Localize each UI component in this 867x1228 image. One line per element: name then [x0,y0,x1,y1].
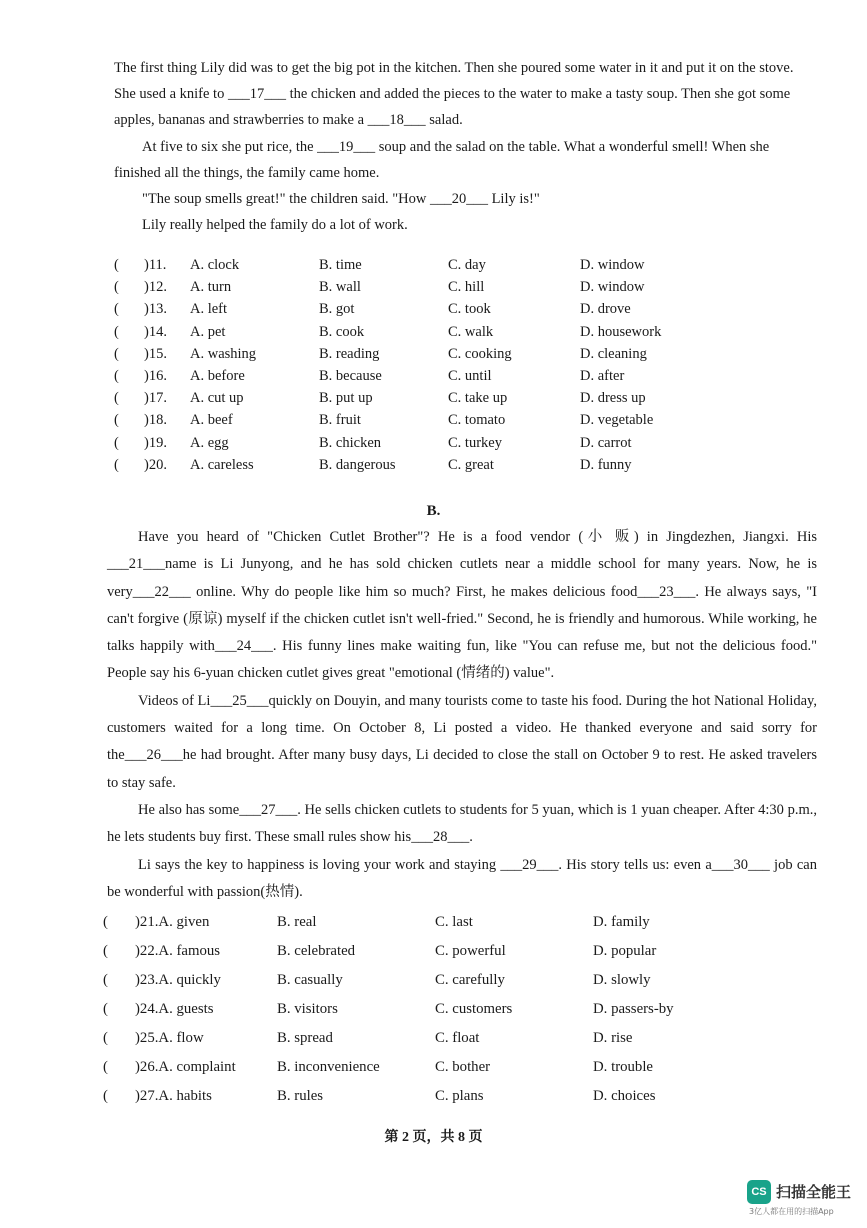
answer-blank: ( [114,434,119,451]
scanner-app-name: 扫描全能王 [776,1183,852,1201]
question-row [114,368,834,390]
answer-blank: ( [114,390,119,407]
question-row [103,1001,823,1030]
option-b: B. put up [319,390,373,407]
option-d: D. after [580,367,625,384]
option-d: D. funny [580,456,632,473]
question-row [114,435,834,457]
option-b: B. cook [319,323,365,340]
option-a: A. cut up [190,390,244,407]
question-row [103,914,823,943]
passage-a-paragraph-3: "The soup smells great!" the children said. "How ___20___ Lily is!" [142,191,540,208]
question-row [103,972,823,1001]
option-a: A. pet [190,323,226,340]
answer-blank: ( [114,456,119,473]
scanner-tagline: 3亿人都在用的扫描App [749,1207,834,1216]
passage-b-paragraph-2: Videos of Li___25___quickly on Douyin, and many tourists come to taste his food. During the hot National Holiday, customers waited for a long time. On October 8, Li posted a video. He thanked everyone and said sorry for the___26___he had brought. After many busy days, Li decided to close the stall on October 9 to rest. He asked travelers to stay safe. [107,692,817,791]
option-c: C. bother [435,1059,491,1075]
option-d: D. dress up [580,390,646,407]
answer-blank: ( [103,943,108,959]
passage-b-paragraph-1: Have you heard of "Chicken Cutlet Brother"? He is a food vendor (小 贩) in Jingdezhen, Jiangxi. His ___21___name is Li Junyong, and he has sold chicken cutlets near a middle school for many years. Now, he is very___22___ online. Why do people like him so much? First, he makes delicious food___23___. He always says, "I can't forgive (原谅) myself if the chicken cutlet isn't well-fried." Second, he is friendly and humorous. While working, he talks happily with___24___. His funny lines make waiting fun, like "You can refuse me, but not the delicious food." People say his 6-yuan chicken cutlet gives great "emotional (情绪的) value". [107,529,817,682]
option-b: B. fruit [319,412,361,429]
answer-blank: ( [114,301,119,318]
section-b-heading: B. [426,503,441,519]
option-b: B. casually [277,972,343,988]
question-number-option-a: )27.A. habits [135,1088,212,1104]
passage-b [107,524,817,906]
option-d: D. passers-by [593,1001,674,1017]
option-d: D. carrot [580,434,632,451]
question-number: )17. [144,390,167,407]
question-number-option-a: )26.A. complaint [135,1059,236,1075]
questions-a-list [114,257,834,479]
question-row [114,279,834,301]
option-d: D. cleaning [580,345,647,362]
option-c: C. took [448,301,491,318]
question-row [103,943,823,972]
question-row [103,1059,823,1088]
option-b: B. dangerous [319,456,396,473]
question-number: )11. [144,257,167,273]
question-number: )14. [144,323,167,340]
passage-b-paragraph-4: Li says the key to happiness is loving your work and staying ___29___. His story tells us: even a___30___ job can be wonderful with passion(热情). [107,856,817,900]
page-number: 第 2 页，共 8 页 [384,1130,483,1145]
option-c: C. tomato [448,412,506,429]
option-b: B. spread [277,1030,333,1046]
question-row [114,257,834,279]
option-a: A. washing [190,345,257,362]
question-number-option-a: )25.A. flow [135,1030,204,1046]
option-c: C. great [448,456,494,473]
answer-blank: ( [103,914,108,930]
question-number: )16. [144,367,167,384]
option-b: B. celebrated [277,943,356,959]
option-b: B. chicken [319,434,382,451]
passage-b-paragraph-3: He also has some___27___. He sells chicken cutlets to students for 5 yuan, which is 1 yuan cheaper. After 4:30 p.m., he lets students buy first. These small rules show his___28___. [107,801,817,846]
question-number-option-a: )22.A. famous [135,943,221,959]
question-number: )15. [144,345,167,362]
option-b: B. real [277,914,317,930]
answer-blank: ( [103,1001,108,1017]
option-b: B. because [319,367,382,384]
passage-a-paragraph-1: The first thing Lily did was to get the big pot in the kitchen. Then she poured some water in it and put it on the stove. She used a knife to ___17___ the chicken and added the pieces to the water to make a tasty soup. Then she got some apples, bananas and strawberries to make a ___18___ salad. [114,60,794,129]
option-c: C. float [435,1030,480,1046]
option-c: C. powerful [435,943,506,959]
option-d: D. window [580,257,645,273]
option-c: C. plans [435,1088,484,1104]
option-a: A. turn [190,279,232,296]
option-d: D. family [593,914,650,930]
option-d: D. popular [593,943,657,959]
option-c: C. hill [448,279,485,296]
answer-blank: ( [114,279,119,296]
question-number: )18. [144,412,167,429]
option-a: A. careless [190,456,254,473]
option-a: A. left [190,301,228,318]
question-number-option-a: )21.A. given [135,914,210,930]
option-d: D. window [580,279,645,296]
questions-b-list [103,914,823,1117]
passage-a-paragraph-4: Lily really helped the family do a lot of work. [142,217,408,234]
answer-blank: ( [103,1059,108,1075]
question-number: )20. [144,456,167,473]
question-row [114,412,834,434]
option-d: D. drove [580,301,631,318]
option-c: C. cooking [448,345,512,362]
option-a: A. egg [190,434,229,451]
option-a: A. beef [190,412,233,429]
question-number-option-a: )23.A. quickly [135,972,221,988]
answer-blank: ( [114,412,119,429]
question-number: )12. [144,279,167,296]
option-b: B. inconvenience [277,1059,380,1075]
passage-a-paragraph-2: At five to six she put rice, the ___19___ soup and the salad on the table. What a wonderful smell! When she finished all the things, the family came home. [114,138,770,181]
question-number: )19. [144,434,167,451]
option-d: D. trouble [593,1059,653,1075]
option-c: C. take up [448,390,508,407]
answer-blank: ( [103,972,108,988]
scanner-logo-icon: CS [747,1180,771,1204]
option-d: D. rise [593,1030,633,1046]
question-row [114,457,834,479]
option-c: C. turkey [448,434,502,451]
answer-blank: ( [103,1030,108,1046]
answer-blank: ( [114,345,119,362]
option-b: B. visitors [277,1001,338,1017]
question-row [103,1088,823,1117]
option-b: B. rules [277,1088,324,1104]
question-number: )13. [144,301,167,318]
answer-blank: ( [114,257,119,273]
option-c: C. until [448,367,492,384]
question-row [114,346,834,368]
option-b: B. wall [319,279,361,296]
answer-blank: ( [114,323,119,340]
option-b: B. time [319,257,362,273]
option-d: D. vegetable [580,412,654,429]
question-number-option-a: )24.A. guests [135,1001,214,1017]
option-a: A. clock [190,257,240,273]
option-a: A. before [190,367,245,384]
answer-blank: ( [114,367,119,384]
question-row [103,1030,823,1059]
option-d: D. slowly [593,972,651,988]
option-d: D. housework [580,323,662,340]
option-d: D. choices [593,1088,656,1104]
option-c: C. last [435,914,473,930]
option-c: C. carefully [435,972,505,988]
option-c: C. day [448,257,486,273]
option-c: C. customers [435,1001,513,1017]
question-row [114,301,834,323]
question-row [114,324,834,346]
answer-blank: ( [103,1088,108,1104]
question-row [114,390,834,412]
passage-a [114,55,814,238]
option-c: C. walk [448,323,494,340]
scanner-watermark [747,1178,857,1218]
option-b: B. got [319,301,355,318]
option-b: B. reading [319,345,380,362]
